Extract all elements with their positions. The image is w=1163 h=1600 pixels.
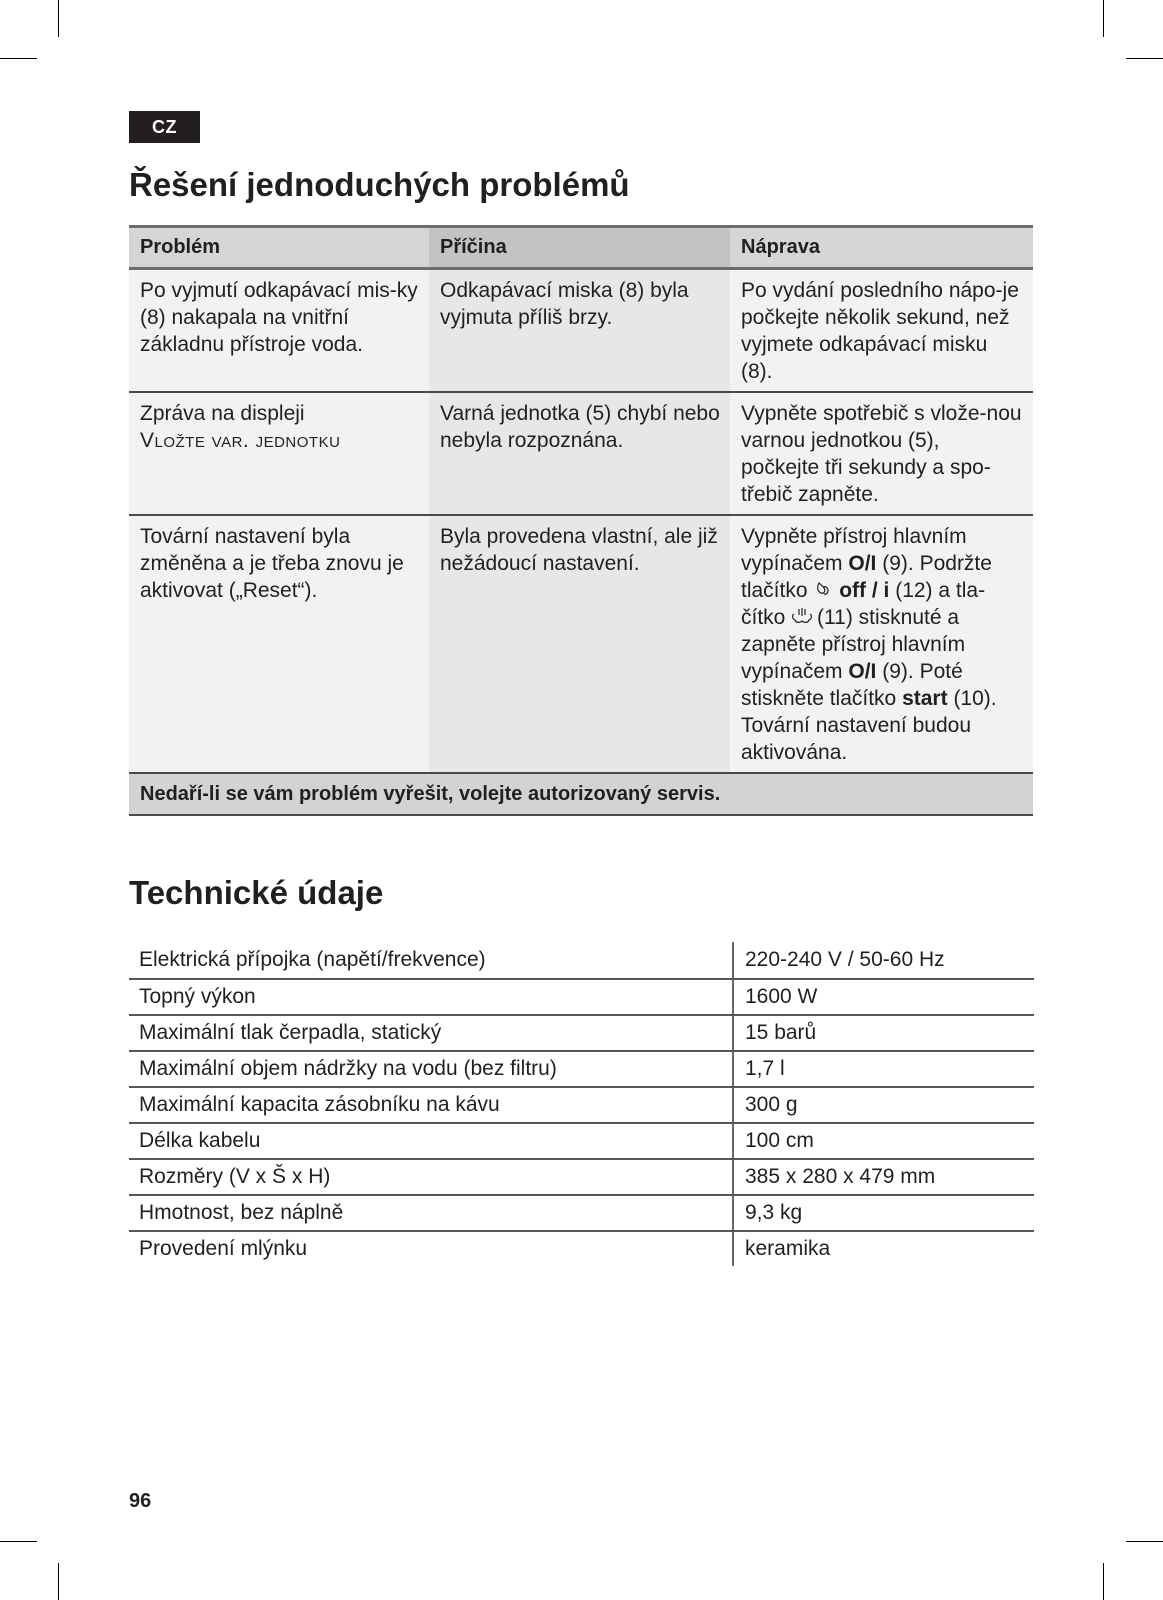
table-row [129, 269, 1033, 393]
spec-label: Maximální kapacita zásobníku na kávu [129, 1087, 733, 1123]
column-header-cause: Příčina [429, 227, 730, 269]
steam-button-icon [791, 604, 811, 631]
remedy-text: (10). Tovární nastavení budou aktivována. [741, 687, 997, 764]
table-row [129, 1231, 1034, 1266]
cause-cell: Byla provedena vlastní, ale již nežádoucí nastavení. [429, 515, 730, 773]
spec-label: Maximální tlak čerpadla, statický [129, 1015, 733, 1051]
remedy-cell: Vypněte spotřebič s vlože-nou varnou jednotkou (5), počkejte tři sekundy a spo-třebič zapněte. [730, 392, 1033, 515]
crop-mark [0, 58, 37, 59]
spec-label: Elektrická přípojka (napětí/frekvence) [129, 942, 733, 979]
troubleshooting-table [129, 225, 1033, 816]
remedy-text: Vypněte přístroj hlavním vypínačem [741, 525, 967, 575]
crop-mark [58, 0, 59, 37]
table-footer-row [129, 773, 1033, 815]
table-header-row [129, 227, 1033, 269]
table-row [129, 392, 1033, 515]
table-row [129, 1051, 1034, 1087]
off-info-button-label: off / i [839, 579, 890, 602]
spec-value: 220-240 V / 50-60 Hz [733, 942, 1034, 979]
spec-label: Hmotnost, bez náplně [129, 1195, 733, 1231]
spec-value: 1,7 l [733, 1051, 1034, 1087]
remedy-cell [730, 515, 1033, 773]
column-header-problem: Problém [129, 227, 429, 269]
remedy-text: (12) a tla-čítko [741, 579, 986, 629]
aroma-button-icon [813, 577, 833, 604]
remedy-text: (9). Podržte tlačítko [741, 552, 992, 602]
problem-cell: Tovární nastavení byla změněna a je třeba znovu je aktivovat („Reset“). [129, 515, 429, 773]
remedy-text: (9). Poté stiskněte tlačítko [741, 660, 963, 710]
table-row [129, 1087, 1034, 1123]
crop-mark [58, 1563, 59, 1600]
table-row [129, 515, 1033, 773]
cause-cell: Varná jednotka (5) chybí nebo nebyla rozpoznána. [429, 392, 730, 515]
remedy-cell: Po vydání posledního nápo-je počkejte několik sekund, než vyjmete odkapávací misku (8). [730, 269, 1033, 393]
crop-mark [1103, 0, 1104, 37]
main-switch-label: O/I [848, 552, 877, 575]
crop-mark [1103, 1563, 1104, 1600]
table-row [129, 1159, 1034, 1195]
spec-value: 385 x 280 x 479 mm [733, 1159, 1034, 1195]
table-row [129, 1123, 1034, 1159]
spec-value: 300 g [733, 1087, 1034, 1123]
troubleshooting-title: Řešení jednoduchých problémů [129, 166, 630, 203]
page-number: 96 [129, 1490, 152, 1512]
crop-mark [1126, 1541, 1163, 1542]
spec-value: 100 cm [733, 1123, 1034, 1159]
problem-cell: Po vyjmutí odkapávací mis-ky (8) nakapala na vnitřní základnu přístroje voda. [129, 269, 429, 393]
language-badge: CZ [129, 111, 200, 143]
display-message: Vložte var. jednotku [140, 429, 341, 452]
crop-mark [1126, 58, 1163, 59]
table-row [129, 1195, 1034, 1231]
main-switch-label: O/I [848, 660, 877, 683]
technical-data-table [129, 942, 1034, 1266]
problem-cell [129, 392, 429, 515]
column-header-remedy: Náprava [730, 227, 1033, 269]
table-row [129, 979, 1034, 1015]
start-button-label: start [902, 687, 948, 710]
spec-value: 9,3 kg [733, 1195, 1034, 1231]
table-row [129, 942, 1034, 979]
spec-value: 1600 W [733, 979, 1034, 1015]
spec-label: Maximální objem nádržky na vodu (bez filtru) [129, 1051, 733, 1087]
spec-label: Provedení mlýnku [139, 1237, 308, 1260]
spec-label: Topný výkon [129, 979, 733, 1015]
cause-cell: Odkapávací miska (8) byla vyjmuta příliš brzy. [429, 269, 730, 393]
remedy-text: (11) stisknuté a zapněte přístroj hlavním vypínačem [741, 606, 966, 683]
spec-label: Délka kabelu [129, 1123, 733, 1159]
service-note: Nedaří-li se vám problém vyřešit, volejte autorizovaný servis. [129, 773, 1033, 815]
table-row [129, 1015, 1034, 1051]
spec-value: keramika [733, 1231, 1034, 1266]
crop-mark [0, 1541, 37, 1542]
spec-value: 15 barů [733, 1015, 1034, 1051]
technical-data-title: Technické údaje [129, 874, 384, 911]
spec-label: Rozměry (V x Š x H) [129, 1159, 733, 1195]
problem-text: Zpráva na displeji [140, 402, 305, 425]
